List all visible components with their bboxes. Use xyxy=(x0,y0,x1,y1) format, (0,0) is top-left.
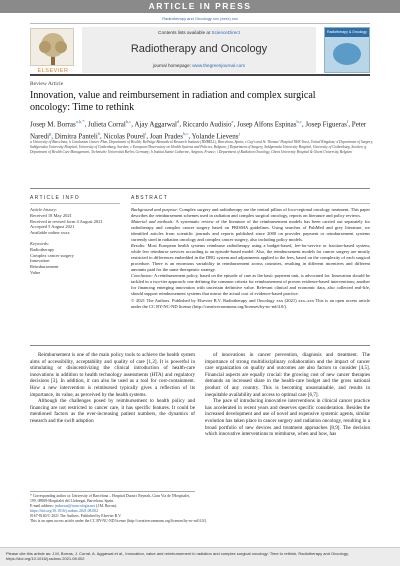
conclusion-text: A reimbursement policy, based on the episode of care as the basic payment unit, is advocated for. Innovation should be tackled in a two-tier approach: one defining the common criteria for reimbursement of proven evidence-based interventions; another for financing emerging innovation with uncertain definitive value. Relevant clinical and economic data, also collected real-life, should support reimbursement systems that mirror the actual cost of evidence-based practice. xyxy=(131,273,370,297)
author-affiliation-mark[interactable]: d xyxy=(176,119,180,124)
issn-copyright-line: 0167-8140/© 2021 The Authors. Published by Elsevier B.V. xyxy=(30,513,122,518)
results-label: Results: xyxy=(131,243,146,249)
author-affiliation-mark[interactable]: j xyxy=(238,131,240,137)
author-affiliation-mark[interactable]: g xyxy=(49,131,52,137)
abstract-background xyxy=(131,207,370,219)
author-affiliation-mark[interactable]: e xyxy=(231,119,234,124)
keyword-item[interactable]: Value xyxy=(30,269,41,275)
abstract-copyright: © 2021 The Authors. Published by Elsevier B.V. Radiotherapy and Oncology xxx (2021) xxx–xxx This is an open access article under the CC BY-NC-ND license (http://creativecommons.org/licenses/by-nc-nd/4.0/). xyxy=(131,297,370,309)
revised-date: Received in revised form 4 August 2021 xyxy=(30,218,103,224)
background-label: Background and purpose: xyxy=(131,207,179,212)
author-name[interactable]: Peter Naredi xyxy=(30,120,367,141)
conclusion-label: Conclusion: xyxy=(131,273,153,279)
email-label: E-mail address: xyxy=(30,503,55,508)
homepage-prefix: journal homepage: xyxy=(152,63,193,68)
journal-title: Radiotherapy and Oncology xyxy=(130,43,268,55)
body-column-left xyxy=(30,352,195,425)
keyword-item[interactable]: Complex cancer surgery xyxy=(30,252,74,258)
journal-reference-link[interactable]: Radiotherapy and Oncology xxx (xxxx) xxx xyxy=(162,16,238,21)
author-name[interactable]: Dimitra Panteli xyxy=(54,132,98,141)
article-type-label: Review Article xyxy=(30,81,64,87)
elsevier-wordmark: ELSEVIER xyxy=(37,68,69,74)
journal-header-box xyxy=(82,27,316,73)
sciencedirect-link[interactable]: ScienceDirect xyxy=(211,30,240,35)
author-list: Josep M. Borras$^{a,b,*}$, Julieta Corral$^{b,c}$, Ajay Aggarwal$^d$, Riccardo Audisio$^e$, Josep Alfons Espinas$^{b,c}$, Josep Figueras$^f$, Peter Naredi$^g$, Dimitra Panteli$^h$, Nicolas Pourel$^i$, Joan Prades$^{b,c}$, Yolande Lievens$^j$ xyxy=(30,119,367,141)
elsevier-tree-icon xyxy=(30,28,74,66)
section-divider-bottom xyxy=(30,345,370,346)
copyright-footer xyxy=(30,509,230,523)
author-affiliation-mark[interactable]: h xyxy=(97,131,101,137)
email-link[interactable]: jmborras@iconcologia.net xyxy=(54,503,95,508)
abstract-heading: ABSTRACT xyxy=(131,195,370,204)
abstract-results xyxy=(131,243,370,273)
cover-title: Radiotherapy & Oncology xyxy=(327,30,367,34)
author-affiliation-mark[interactable]: a,b,* xyxy=(75,119,85,124)
background-text: Complex surgery and radiotherapy are the central pillars of loco-regional oncology treatment. This paper describes the reimbursement schemes used in radiation and complex surgical oncology, reports on literature and policy reviews. xyxy=(131,207,371,218)
article-title: Innovation, value and reimbursement in radiation and complex surgical oncology: Time to rethink xyxy=(30,90,316,113)
author-name[interactable]: Yolande Lievens xyxy=(191,132,239,141)
journal-homepage-line xyxy=(82,63,316,68)
body-paragraph: Reimbursement is one of the main policy tools to achieve the health system aims of accessibility, acceptability and quality of care [1,2]. It is powerful in stimulating or disincentivizing the clinical introduction of health-care innovations in addition to health technology assessments (HTA) and regulatory decisions [3]. In addition, it can also be used as a tool for cost-containment. How a new intervention is reimbursed typically gives a reflection of its importance, its value, as perceived by the health systems. xyxy=(30,352,195,398)
author-name[interactable]: Joan Prades xyxy=(149,132,183,141)
section-divider-top xyxy=(30,188,370,189)
citation-box: Please cite this article as: J.M. Borras, J. Corral, A. Aggarwal et al., Innovation, value and reimbursement in radiation and complex surgical oncology: Time to rethink, Radiotherapy and Oncology, https://doi.org/10.1016/j.radonc.2021.08.002 xyxy=(0,547,400,566)
contents-prefix: Contents lists available at xyxy=(158,30,212,35)
accepted-date: Accepted 5 August 2021 xyxy=(30,224,75,230)
body-paragraph: of innovations in cancer prevention, diagnosis and treatment. The importance of strong multidisciplinary collaboration and the impact of cancer care organization on quality and outcomes are also factors to consider [4,5]. Financial aspects are equally crucial: the growing cost of new cancer therapies demands an increased share in the health-care budget and the gross national product of any country. This is becoming unsustainable, and results in inequitable availability and access to optimal care [6,7]. xyxy=(205,352,370,398)
author-name[interactable]: Josep M. Borras xyxy=(30,120,76,129)
abstract-text xyxy=(131,207,370,309)
abstract-conclusion xyxy=(131,273,370,297)
doi-link[interactable]: https://doi.org/10.1016/j.radonc.2021.08.002 xyxy=(30,509,99,513)
email-suffix: (J.M. Borras). xyxy=(94,503,118,508)
article-info-heading: ARTICLE INFO xyxy=(30,195,120,204)
cover-header-bar xyxy=(325,28,369,37)
methods-label: Material and methods: xyxy=(131,219,174,225)
abstract-methods xyxy=(131,219,370,243)
abstract-column xyxy=(131,195,370,310)
author-affiliations: a University of Barcelona; b Catalonian Cancer Plan, Department of Health; Bellvitge Biomedical Research Institute (IDIBELL), Barcelona, Spain; c Guy's and St. Thomas' Hospital NHS Trust, United Kingdom; d Department of Surgery, Sahlgrenska University Hospital, University of Gothenburg, Sweden; e European Observatory on Health Systems and Policies, Belgium; f Department of Surgery, Sahlgrenska University Hospital, University of Gothenburg, Sweden; g Department of Health Care Management, Technische Universität Berlin, Germany; h Institut Sainte Catherine, Avignon, France; i Department of Radiation Oncology, Ghent University Hospital & Ghent University, Belgium xyxy=(30,140,373,154)
open-access-line: This is an open access article under the CC BY-NC-ND license (http://creativecommons.org/licenses/by-nc-nd/4.0/). xyxy=(30,518,207,523)
body-column-right xyxy=(205,352,370,438)
email-line xyxy=(30,504,195,509)
journal-masthead xyxy=(30,23,370,76)
homepage-link[interactable]: www.thegreenjournal.com xyxy=(192,63,246,68)
author-affiliation-mark[interactable]: b,c xyxy=(296,119,302,124)
keyword-item[interactable]: Innovation xyxy=(30,258,50,264)
keywords-label: Keywords: xyxy=(30,240,50,246)
contents-available-line xyxy=(82,30,316,35)
author-name[interactable]: Josep Alfons Espinas xyxy=(237,120,297,129)
keyword-item[interactable]: Reimbursement xyxy=(30,264,59,270)
body-paragraph: The pace of introducing innovative interventions in clinical cancer practice has accelerated in recent years and deserves specific consideration. Besides the increased development and use of novel and expensive systemic agents, similar evolution has taken place in cancer surgery and radiation oncology, resulting in a broad portfolio of new devices and treatment approaches [8,9]. The decision which innovative interventions to reimburse, when and how, has xyxy=(205,398,370,438)
results-text: Most European health systems reimburse radiotherapy using a budget-based, fee-for-service or fraction-based system; while few reimburse services according to an episode-based model. Also, the reimbursement models for cancer surgery are mostly restricted to differences embedded in the DRG system and adjustments applied to the fees, based on the complexity of each surgical procedure. There is an enormous variability in reimbursement across countries, resulting in different incentives and different amounts paid for the same therapeutic strategy. xyxy=(131,243,371,273)
methods-text: A systematic review of the literature of the reimbursement models has been carried out separately for radiotherapy and complex cancer surgery based on PRISMA guidelines. Using searches of PubMed and grey literature, we identified articles from scientific journals and reports published since 2000 on provider payment or reimbursement systems currently used in radiation oncology and complex cancer surgery, also including policy models. xyxy=(131,219,370,243)
online-date: Available online xxxx xyxy=(30,230,70,236)
author-name[interactable]: Julieta Corral xyxy=(87,120,126,129)
journal-cover-thumbnail[interactable] xyxy=(324,27,370,73)
elsevier-logo[interactable] xyxy=(30,28,76,74)
cover-artwork xyxy=(333,43,361,65)
article-info-column xyxy=(30,195,120,276)
author-affiliation-mark[interactable]: f xyxy=(346,119,349,124)
history-label: Article history: xyxy=(30,207,58,212)
keyword-item[interactable]: Radiotherapy xyxy=(30,246,55,252)
article-in-press-banner: ARTICLE IN PRESS xyxy=(0,0,400,13)
author-affiliation-mark[interactable]: b,c xyxy=(182,131,189,137)
author-affiliation-mark[interactable]: i xyxy=(144,131,147,137)
author-name[interactable]: Riccardo Audisio xyxy=(182,120,232,129)
author-name[interactable]: Ajay Aggarwal xyxy=(134,120,177,129)
body-paragraph: Although the challenges posed by reimbursement to health policy and financing are not restricted to cancer care, it has specific features. It could be mentioned factors as the ever-increasing patient numbers, the dynamics of research and the swift adoption xyxy=(30,398,195,424)
corresponding-author-footnote xyxy=(30,491,195,508)
author-name[interactable]: Nicolas Pourel xyxy=(103,132,145,141)
author-name[interactable]: Josep Figueras xyxy=(305,120,347,129)
corresponding-text: * Corresponding author at: University of Barcelona – Hospital Duran i Reynals, Gran Via de l'Hospitalet, 199, 08908-Hospitalet del Llobregat, Barcelona, Spain. xyxy=(30,494,190,503)
received-date: Received 18 May 2021 xyxy=(30,212,72,218)
author-affiliation-mark[interactable]: b,c xyxy=(125,119,132,124)
